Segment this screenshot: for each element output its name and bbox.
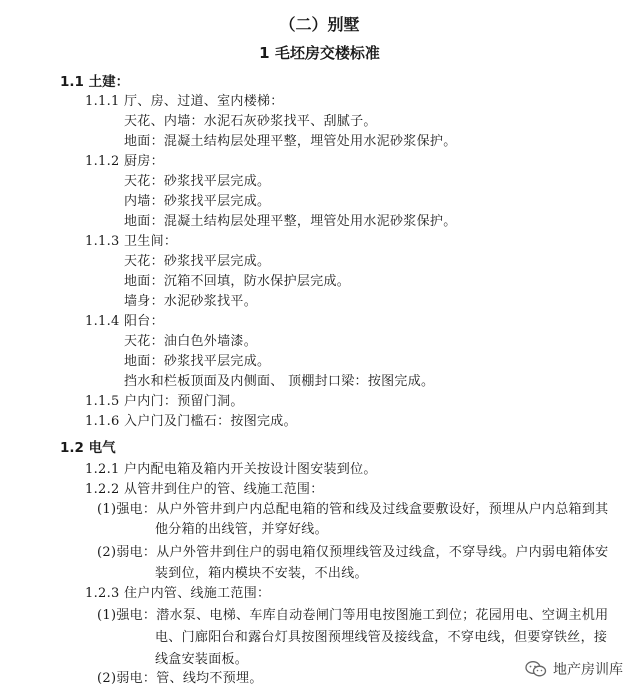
page-title: （二）别墅 (279, 15, 360, 34)
body-line: 天花：砂浆找平层完成。 (124, 254, 271, 269)
subsection-heading: 1.2.1 户内配电箱及箱内开关按设计图安装到位。 (85, 462, 377, 477)
body-line: 内墙：砂浆找平层完成。 (124, 194, 271, 209)
body-line: 地面：沉箱不回填，防水保护层完成。 (124, 274, 351, 289)
body-line: 天花、内墙：水泥石灰砂浆找平、刮腻子。 (124, 114, 377, 129)
page-subtitle: 1 毛坯房交楼标准 (259, 44, 380, 62)
body-line: 地面：混凝土结构层处理平整，埋管处用水泥砂浆保护。 (124, 214, 457, 229)
body-line: (2)弱电：从户外管井到住户的弱电箱仅预埋线管及过线盒，不穿导线。户内弱电箱体安 (97, 545, 609, 560)
body-line: 地面：混凝土结构层处理平整，埋管处用水泥砂浆保护。 (124, 134, 457, 149)
body-line: 地面：砂浆找平层完成。 (124, 354, 271, 369)
subsection-heading: 1.2.3 住户内管、线施工范围： (85, 586, 271, 601)
wechat-icon (525, 660, 547, 678)
body-line: 装到位，箱内模块不安装，不出线。 (155, 566, 368, 581)
body-line: (1)强电：从户外管井到户内总配电箱的管和线及过线盒要敷设好，预埋从户内总箱到其 (97, 502, 609, 517)
body-line: 天花：砂浆找平层完成。 (124, 174, 271, 189)
subsection-heading: 1.1.5 户内门：预留门洞。 (85, 394, 244, 409)
body-line: 线盒安装面板。 (155, 652, 249, 667)
body-line: 他分箱的出线管，并穿好线。 (155, 522, 328, 537)
subsection-heading: 1.1.2 厨房： (85, 154, 164, 169)
subsection-heading: 1.1.4 阳台： (85, 314, 164, 329)
subsection-heading: 1.2.2 从管井到住户的管、线施工范围： (85, 482, 324, 497)
section-heading: 1.2 电气 (60, 440, 116, 456)
body-line: 电、门廊阳台和露台灯具按图预埋线管及接线盒，不穿电线，但要穿铁丝，接 (155, 630, 608, 645)
watermark (525, 659, 623, 679)
subsection-heading: 1.1.6 入户门及门槛石：按图完成。 (85, 414, 297, 429)
section-heading: 1.1 土建： (60, 74, 130, 90)
subsection-heading: 1.1.3 卫生间： (85, 234, 178, 249)
body-line: (1)强电：潜水泵、电梯、车库自动卷闸门等用电按图施工到位；花园用电、空调主机用 (97, 608, 609, 623)
body-line: 墙身：水泥砂浆找平。 (124, 294, 258, 309)
body-line: 天花：油白色外墙漆。 (124, 334, 258, 349)
subsection-heading: 1.1.1 厅、房、过道、室内楼梯： (85, 94, 284, 109)
body-line: (2)弱电：管、线均不预埋。 (97, 671, 263, 686)
body-line: 挡水和栏板顶面及内侧面、 顶棚封口梁：按图完成。 (124, 374, 435, 389)
watermark-text: 地产房训库 (553, 662, 623, 678)
